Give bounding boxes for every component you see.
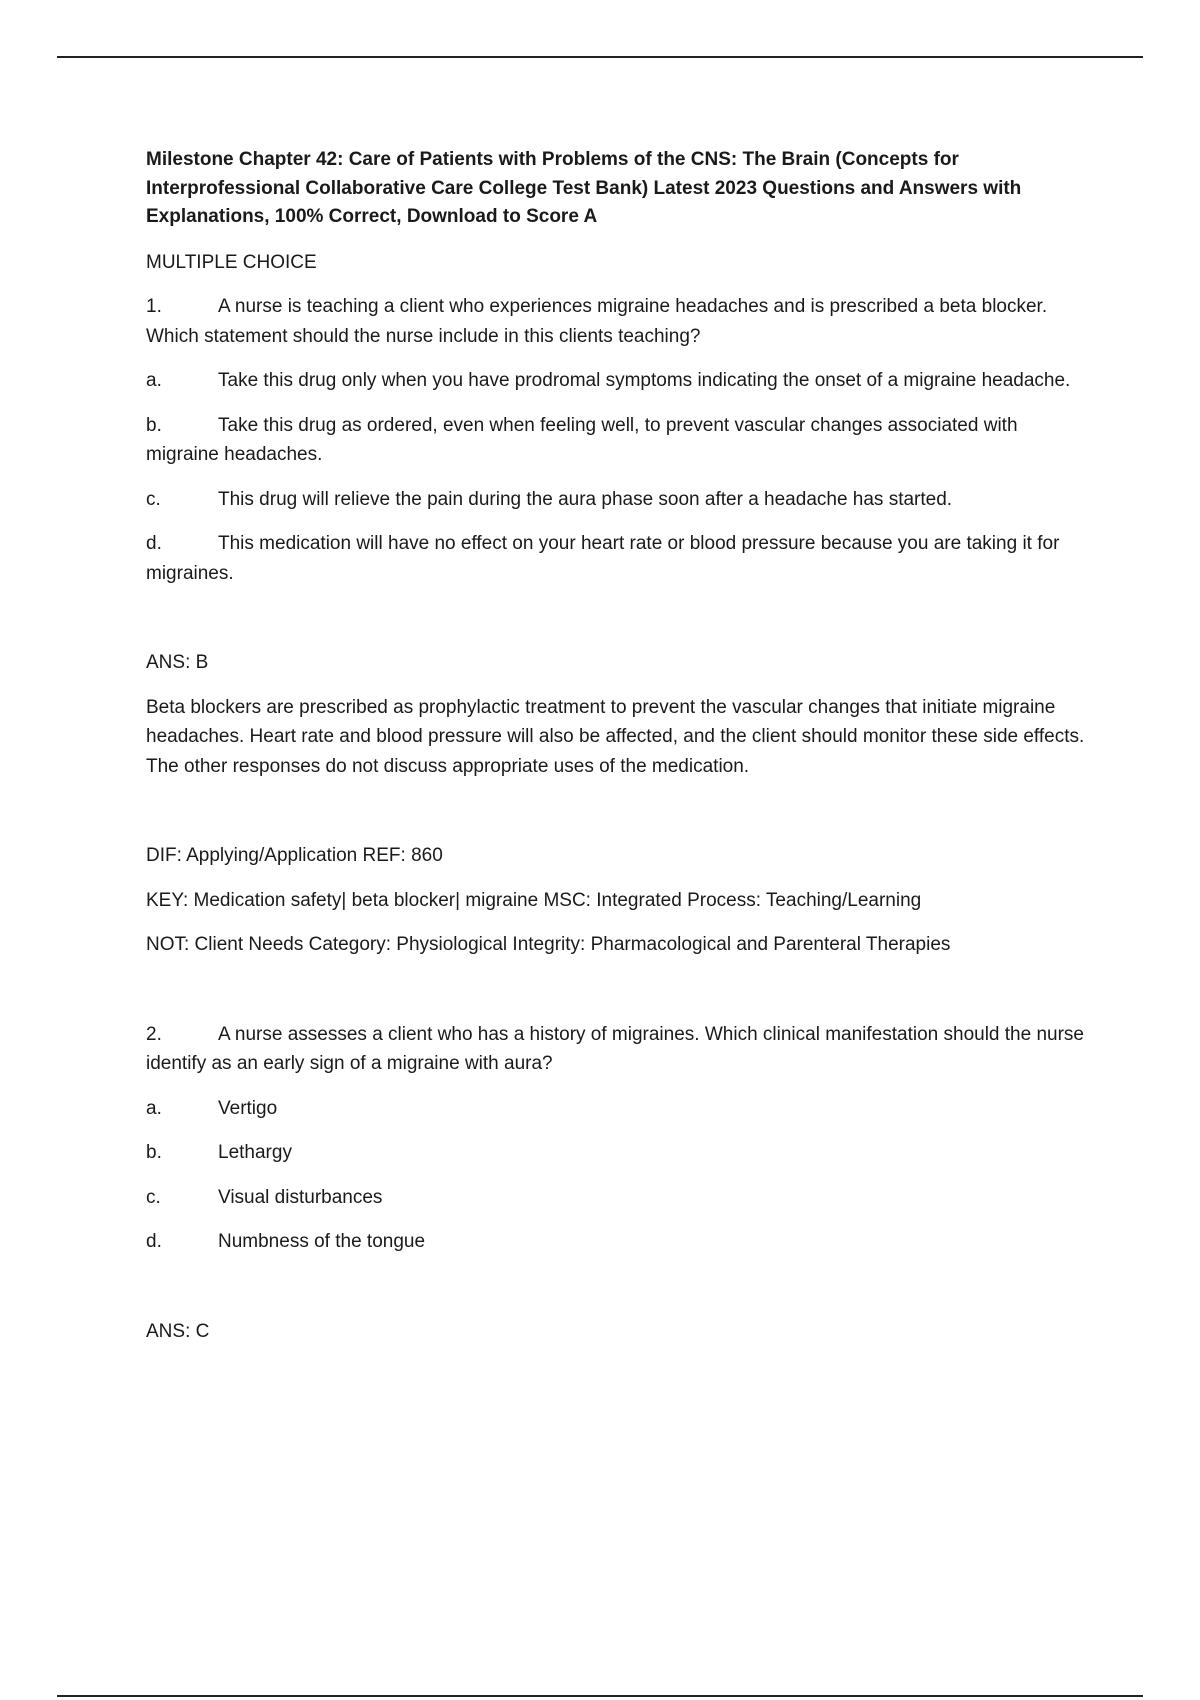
option-text: Vertigo [218,1097,278,1119]
option-text: Take this drug only when you have prodromal symptoms indicating the onset of a migraine headache. [218,370,1071,391]
option-letter: a. [146,370,162,391]
option-text: Numbness of the tongue [218,1231,426,1252]
question-number: 2. [146,1023,162,1045]
answer-option [146,411,1086,470]
option-letter: b. [146,414,162,436]
answer-option [146,1094,1086,1124]
section-label: MULTIPLE CHOICE [146,251,317,273]
answer-option [146,366,1086,396]
answer-option [146,1227,1086,1257]
option-letter: d. [146,533,162,554]
question-2 [146,1020,1086,1347]
option-text: Visual disturbances [218,1186,383,1208]
option-letter: a. [146,1097,162,1119]
keywords: KEY: Medication safety| beta blocker| migraine MSC: Integrated Process: Teaching/Learning [146,889,922,911]
option-letter: c. [146,1186,161,1208]
option-text: This drug will relieve the pain during the aura phase soon after a headache has started. [218,488,953,510]
option-letter: d. [146,1231,162,1252]
question-stem [146,1020,1086,1079]
answer-option [146,1138,1086,1168]
option-text: Lethargy [218,1142,292,1163]
answer-option [146,529,1086,588]
option-text: This medication will have no effect on your heart rate or blood pressure because you are taking it for migraines. [146,533,1060,584]
difficulty-reference: DIF: Applying/Application REF: 860 [146,845,443,866]
answer-key: ANS: B [146,652,209,673]
answer-option [146,1183,1086,1213]
option-letter: c. [146,488,161,510]
document-title: Milestone Chapter 42: Care of Patients with Problems of the CNS: The Brain (Concepts for Interprofessional Collaborative Care College Test Bank) Latest 2023 Questions and Answers with Explanations, 100% Correct, Download to Score A [146,149,1022,227]
question-number: 1. [146,296,162,317]
top-rule [57,56,1143,58]
question-text: A nurse is teaching a client who experiences migraine headaches and is prescribed a beta blocker. Which statement should the nurse include in this clients teaching? [146,296,1048,347]
document-page [146,146,1086,1361]
question-1 [146,292,1086,960]
option-text: Take this drug as ordered, even when feeling well, to prevent vascular changes associated with migraine headaches. [146,414,1018,465]
rationale-text: Beta blockers are prescribed as prophylactic treatment to prevent the vascular changes that initiate migraine headaches. Heart rate and blood pressure will also be affected, and the client should monitor these side effects. The other responses do not discuss appropriate uses of the medication. [146,696,1085,777]
client-needs: NOT: Client Needs Category: Physiological Integrity: Pharmacological and Parenteral Therapies [146,934,951,955]
question-text: A nurse assesses a client who has a history of migraines. Which clinical manifestation should the nurse identify as an early sign of a migraine with aura? [146,1023,1084,1074]
bottom-rule [57,1695,1143,1697]
option-letter: b. [146,1142,162,1163]
question-stem [146,292,1086,351]
answer-key: ANS: C [146,1320,210,1342]
answer-option [146,485,1086,515]
